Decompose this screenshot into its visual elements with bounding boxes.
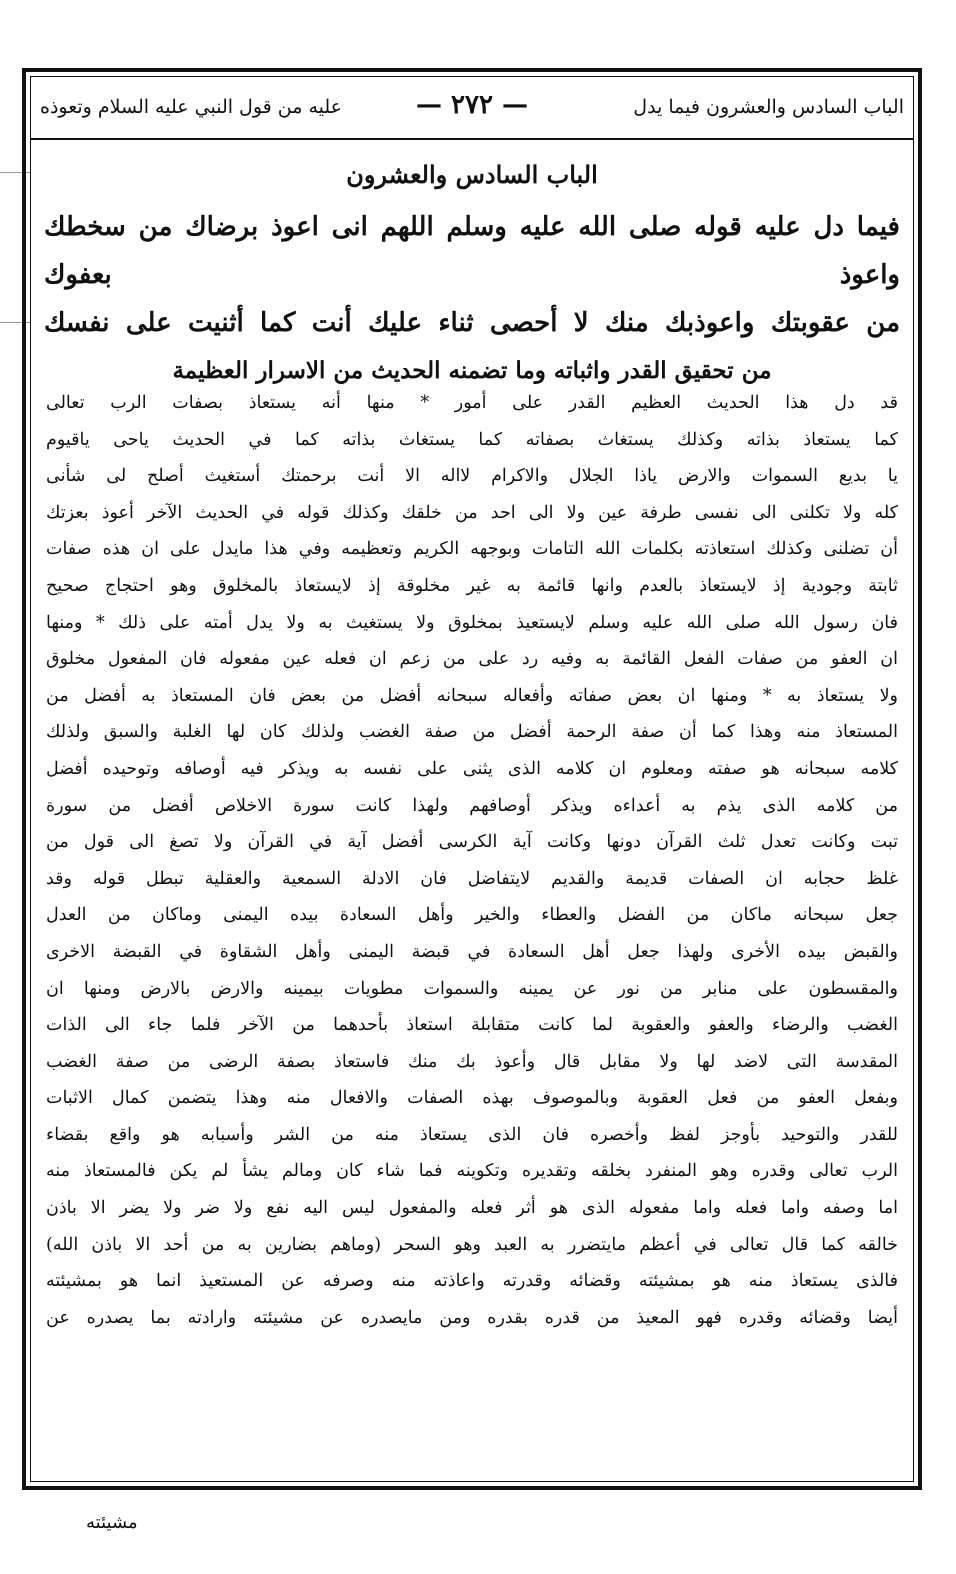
body-line: والمقسطون على منابر من نور عن يمينه والسموات مطويات بيمينه والارض بالارض ومنها ان bbox=[46, 978, 898, 999]
body-line: كله ولا تكلنى الى نفسى طرفة عين ولا الى احد من خلقك وكذلك قوله في الحديث الآخر أعوذ بعزتك bbox=[46, 502, 898, 523]
body-line: يا بديع السموات والارض ياذا الجلال والاكرام لااله الا أنت برحمتك أستغيث أصلح لى شأنى bbox=[46, 466, 898, 487]
body-line: اما وصفه واما فعله واما مفعوله الذى هو أثر فعله والمفعول ليس اليه نفع ولا ضر ولا يضر الا باذن bbox=[46, 1198, 898, 1219]
body-line: خالقه كما قال تعالى في أعظم مايتضرر به العبد وهو السحر (وماهم بضارين به من أحد الا باذن الله) bbox=[46, 1234, 898, 1255]
body-line: من كلامه الذى يذم به أعداءه ويذكر أوصافهم ولهذا كانت سورة الاخلاص أفضل من سورة bbox=[46, 795, 898, 816]
catchword: مشيئته bbox=[86, 1512, 138, 1533]
body-line: أيضا وقضائه وقدره فهو المعيذ من قدره بقدره ومن مايصدره عن مشيئته وارادته بما يصدره عن bbox=[46, 1307, 898, 1328]
subtitle-line: من عقوبتك واعوذبك منك لا أحصى ثناء عليك أنت كما أثنيت على نفسك bbox=[44, 308, 900, 338]
body-line: فان رسول الله صلى الله عليه وسلم لايستعيذ بمخلوق ولا يستغيث به ولا يدل أمته على ذلك * ومنها bbox=[46, 612, 898, 633]
header-topic: عليه من قول النبي عليه السلام وتعوذه bbox=[40, 96, 343, 118]
body-line: المستعاذ منه وهذا كما أن صفة الرحمة أفضل من صفة الغضب ولذلك كان لها الغلبة والسبق ولذلك bbox=[46, 722, 898, 743]
chapter-title: الباب السادس والعشرون bbox=[346, 160, 598, 189]
body-line: ثابتة وجودية إذ لايستعاذ بالعدم وانها قائمة به غير مخلوقة إذ لايستعاذ بالمخلوق وهو احتجاج صحيح bbox=[46, 575, 898, 596]
subtitle-line: فيما دل عليه قوله صلى الله عليه وسلم اللهم انى اعوذ برضاك من سخطك واعوذ بعفوك bbox=[44, 212, 900, 290]
page-number: — ٢٧٢ — bbox=[415, 90, 529, 120]
body-line: ولا يستعاذ به * ومنها ان بعض صفاته وأفعاله سبحانه أفضل من بعض فان المستعاذ به أفضل من bbox=[46, 685, 898, 706]
body-line: تبت وكانت تعدل ثلث القرآن دونها وكانت آية الكرسى أفضل آية في القرآن ولا تصغ الى قول من bbox=[46, 832, 898, 853]
body-line: كلامه سبحانه هو صفته ومعلوم ان كلامه الذى يثنى على نفسه به ويذكر فيه أوصافه وتوحيده أفضل bbox=[46, 758, 898, 779]
body-line: المقدسة التى لاضد لها ولا مقابل قال وأعوذ بك منك فاستعاذ بصفة الرضى من صفة الغضب bbox=[46, 1051, 898, 1072]
running-header bbox=[34, 88, 910, 132]
body-line: للقدر والتوحيد بأوجز لفظ وأخصره فان الذى يستعاذ منه من الشر وأسبابه هو واقع بقضاء bbox=[46, 1124, 898, 1145]
header-chapter: الباب السادس والعشرون فيما يدل bbox=[633, 96, 904, 118]
subtitle-line: من تحقيق القدر واثباته وما تضمنه الحديث من الاسرار العظيمة bbox=[172, 357, 772, 384]
header-divider bbox=[30, 138, 914, 140]
body-line: أن تضلنى وكذلك استعاذته بكلمات الله التامات وبوجهه الكريم وتعظيمه وفي هذا مايدل على ان هذه صفات bbox=[46, 539, 898, 560]
body-line: غلظ حجابه ان الصفات قديمة والقديم لايتفاضل فان الادلة السمعية والعقلية تبطل قوله وقد bbox=[46, 868, 898, 889]
body-line: فالذى يستعاذ منه هو بمشيئته وقضائه وقدرته واعاذته منه وصرفه عن المستعيذ انما هو بمشيئته bbox=[46, 1271, 898, 1292]
body-text bbox=[46, 385, 898, 1336]
body-line: الرب تعالى وقدره وهو المنفرد بخلقه وتقديره وتكوينه فما شاء كان ومالم يشأ لم يكن فالمستعاذ منه bbox=[46, 1161, 898, 1182]
body-line: كما يستعاذ بذاته وكذلك يستغاث بصفاته كما يستغاث بذاته كما في الحديث ياحى ياقيوم bbox=[46, 429, 898, 450]
chapter-heading bbox=[44, 160, 900, 395]
body-line: الغضب والرضاء والعفو والعقوبة لما كانت متقابلة استعاذ بأحدهما من الآخر فلما جاء الى الذات bbox=[46, 1015, 898, 1036]
body-line: والقبض بيده الأخرى ولهذا جعل أهل السعادة في قبضة اليمنى وأهل الشقاوة في القبضة الاخرى bbox=[46, 941, 898, 962]
body-line: جعل سبحانه ماكان من الفضل والعطاء والخير وأهل السعادة بيده اليمنى وماكان من العدل bbox=[46, 905, 898, 926]
body-line: قد دل هذا الحديث العظيم القدر على أمور * منها أنه يستعاذ بصفات الرب تعالى bbox=[46, 393, 898, 413]
body-line: وبفعل العفو من فعل العقوبة وبالموصوف بهذه الصفات والافعال منه وهذا يتضمن كمال الاثبات bbox=[46, 1088, 898, 1109]
body-line: ان العفو من صفات الفعل القائمة به وفيه رد على من زعم ان فعله عين مفعوله فان المفعول مخلوق bbox=[46, 649, 898, 670]
